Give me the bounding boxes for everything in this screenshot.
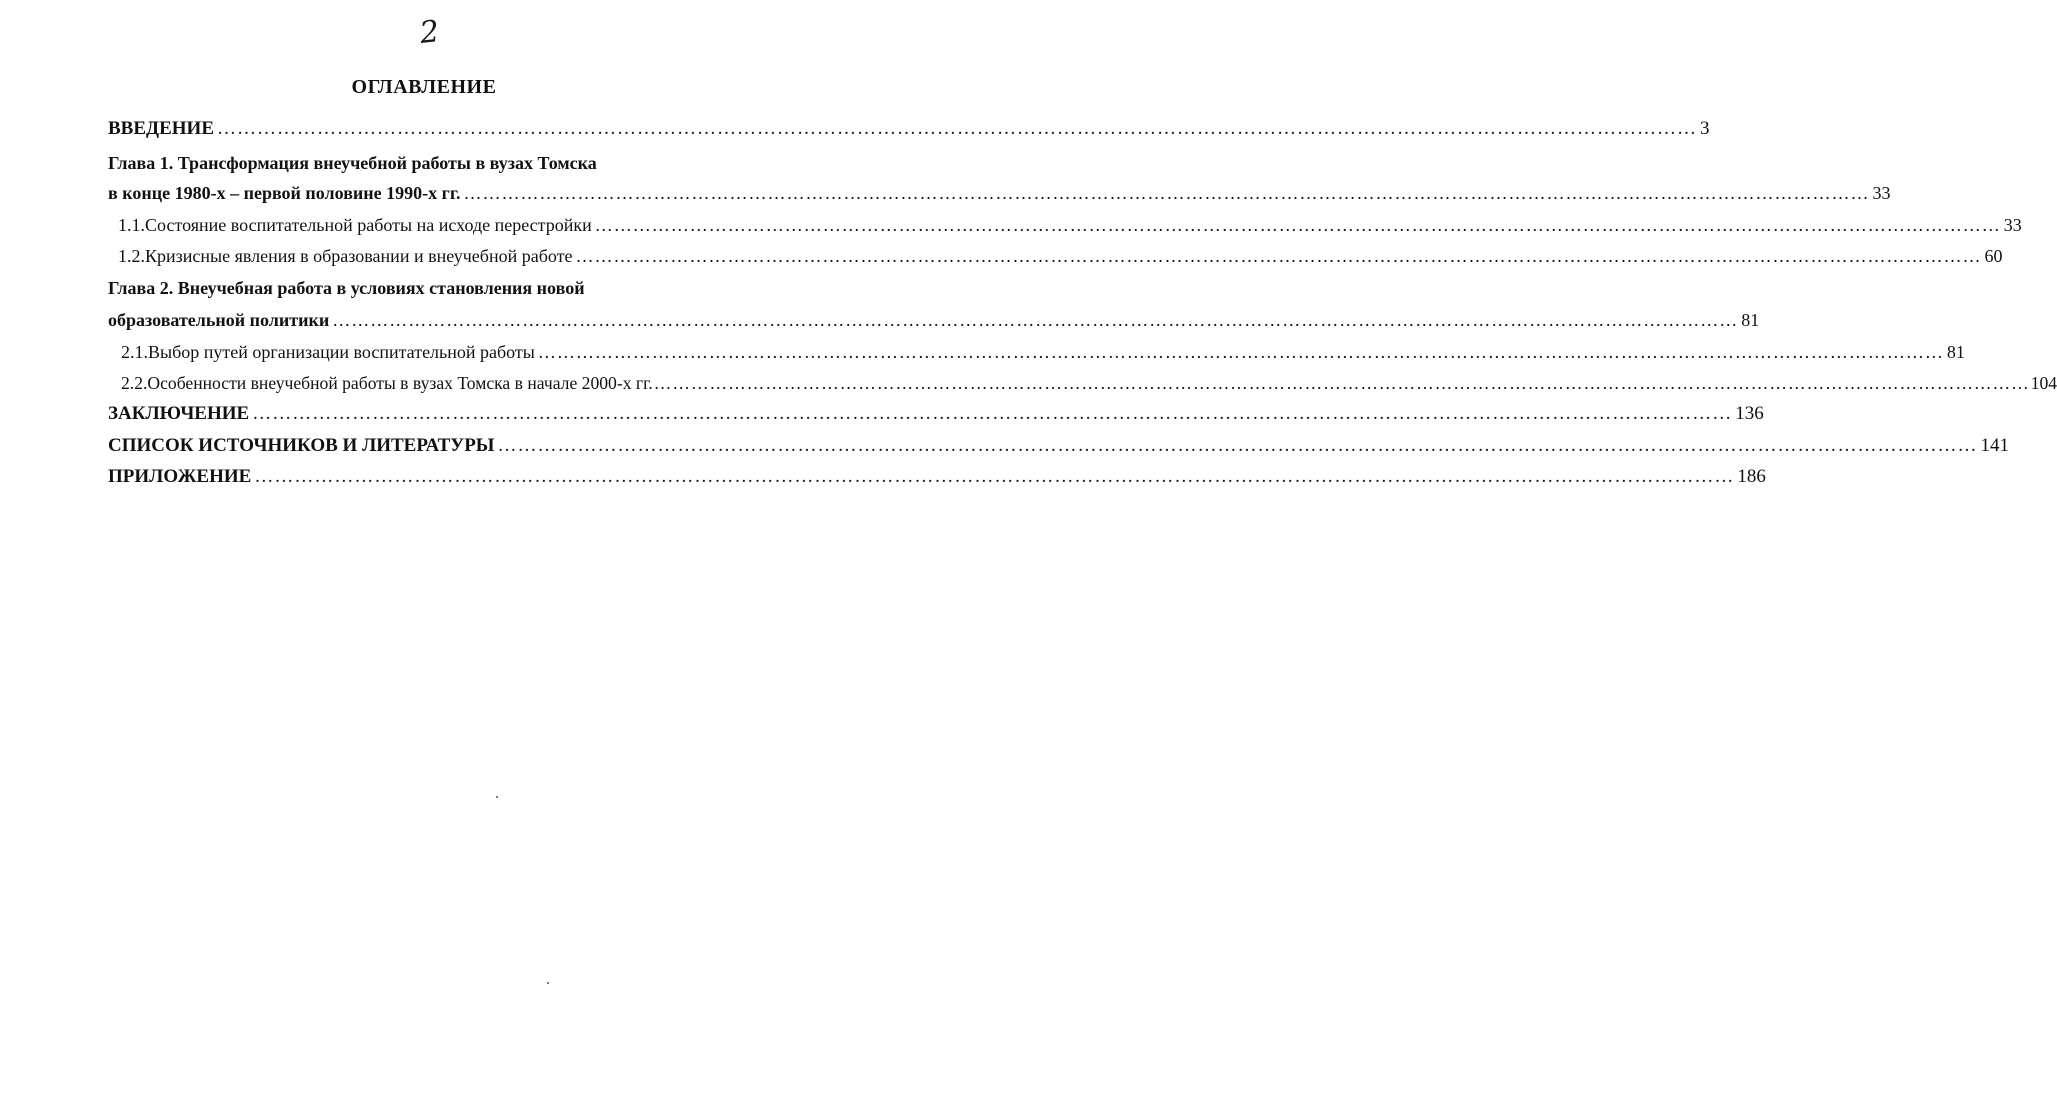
toc-entry-page: 104 <box>2030 373 2057 393</box>
toc-entry-chapter-2[interactable] <box>108 308 1760 332</box>
toc-entry-section-1-2[interactable] <box>118 244 2003 268</box>
toc-entry-conclusion[interactable] <box>108 402 1764 426</box>
toc-entry-label: СПИСОК ИСТОЧНИКОВ И ЛИТЕРАТУРЫ <box>108 435 495 456</box>
dot-leader: …………………………………………………………………………………………………………………………………………………………………………………………………… <box>537 342 1944 362</box>
toc-entry-label: 1.1.Состояние воспитательной работы на исходе перестройки <box>118 215 592 235</box>
dot-leader: …………………………………………………………………………………………………………………………………………………………………………………………………… <box>653 373 2030 393</box>
toc-title: ОГЛАВЛЕНИЕ <box>351 76 497 98</box>
scan-speck <box>496 796 498 798</box>
toc-entry-introduction[interactable] <box>108 117 1710 141</box>
toc-entry-label: образовательной политики <box>108 310 330 330</box>
toc-entry-chapter-1[interactable] <box>108 181 1891 205</box>
toc-entry-page: 3 <box>1700 118 1710 139</box>
dot-leader: …………………………………………………………………………………………………………………………………………………………………………………………………… <box>463 183 1870 203</box>
dot-leader: …………………………………………………………………………………………………………………………………………………………………………………………………… <box>332 310 1739 330</box>
dot-leader: …………………………………………………………………………………………………………………………………………………………………………………………………… <box>594 215 2001 235</box>
toc-entry-page: 136 <box>1735 403 1764 424</box>
toc-entry-sources[interactable] <box>108 434 2009 458</box>
toc-entry-page: 81 <box>1741 310 1760 330</box>
toc-entry-page: 186 <box>1737 466 1766 487</box>
toc-entry-label: ВВЕДЕНИЕ <box>108 118 214 139</box>
scan-speck <box>547 982 549 984</box>
toc-entry-label: 2.2.Особенности внеучебной работы в вузах Томска в начале 2000-х гг. <box>121 373 653 393</box>
toc-entry-label: 1.2.Кризисные явления в образовании и внеучебной работе <box>118 246 573 266</box>
toc-entry-label: ЗАКЛЮЧЕНИЕ <box>108 403 250 424</box>
toc-entry-page: 81 <box>1946 342 1965 362</box>
dot-leader: …………………………………………………………………………………………………………………………………………………………………………………………………… <box>217 118 1697 139</box>
toc-entry-section-1-1[interactable] <box>118 213 2022 237</box>
dot-leader: …………………………………………………………………………………………………………………………………………………………………………………………………… <box>497 435 1978 456</box>
toc-entry-label: ПРИЛОЖЕНИЕ <box>108 466 252 487</box>
toc-entry-section-2-1[interactable] <box>121 340 1965 364</box>
toc-entry-page: 33 <box>1872 183 1891 203</box>
toc-entry-page: 33 <box>2003 215 2022 235</box>
toc-entry-appendix[interactable] <box>108 465 1766 489</box>
toc-entry-section-2-2[interactable] <box>121 371 2057 395</box>
handwritten-page-number: 2 <box>418 14 441 51</box>
toc-entry-page: 60 <box>1984 246 2003 266</box>
toc-chapter-2-line-1[interactable]: Глава 2. Внеучебная работа в условиях становления новой <box>108 278 585 298</box>
toc-entry-label: в конце 1980-х – первой половине 1990-х гг. <box>108 183 461 203</box>
toc-entry-page: 141 <box>1980 435 2009 456</box>
toc-chapter-1-line-1[interactable]: Глава 1. Трансформация внеучебной работы в вузах Томска <box>108 153 597 173</box>
dot-leader: …………………………………………………………………………………………………………………………………………………………………………………………………… <box>254 466 1735 487</box>
toc-entry-label: 2.1.Выбор путей организации воспитательной работы <box>121 342 535 362</box>
dot-leader: …………………………………………………………………………………………………………………………………………………………………………………………………… <box>575 246 1982 266</box>
dot-leader: …………………………………………………………………………………………………………………………………………………………………………………………………… <box>252 403 1733 424</box>
